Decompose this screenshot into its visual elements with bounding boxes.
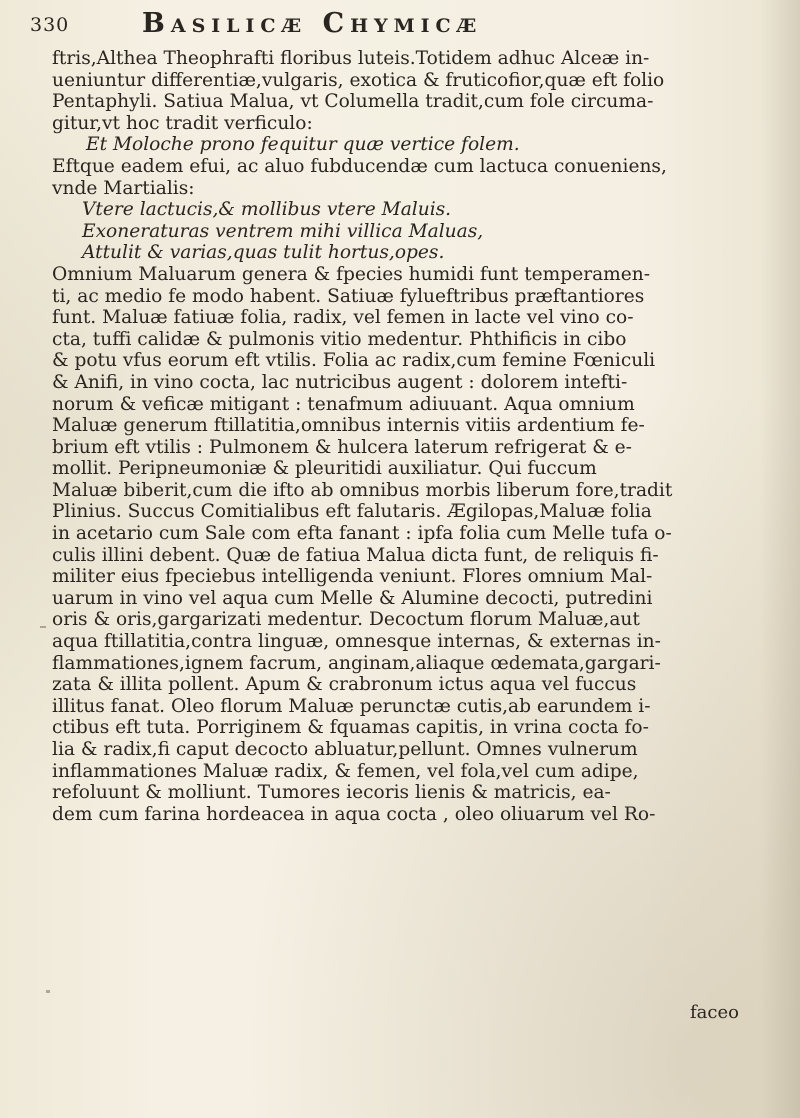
text-line: illitus fanat. Oleo florum Maluæ perunctæ cutis,ab earundem i- (52, 695, 651, 717)
verse-line: Vtere lactucis,& mollibus vtere Maluis. (82, 199, 452, 221)
body-text (52, 48, 754, 825)
text-line: mollit. Peripneumoniæ & pleuritidi auxiliatur. Qui fuccum (52, 458, 597, 480)
margin-mark (46, 990, 50, 993)
text-line: aqua ftillatitia,contra linguæ, omnesque internas, & externas in- (52, 631, 661, 653)
text-line: in acetario cum Sale com efta fanant : ipfa folia cum Melle tufa o- (52, 523, 672, 545)
text-line: Maluæ generum ftillatitia,omnibus internis vitiis ardentium fe- (52, 415, 645, 437)
text-line: ueniuntur differentiæ,vulgaris, exotica & fruticofior,quæ eft folio (52, 69, 665, 91)
text-line: Plinius. Succus Comitialibus eft falutaris. Ægilopas,Maluæ folia (52, 501, 652, 523)
verse-line: Attulit & varias,quas tulit hortus,opes. (82, 242, 445, 264)
text-line: ctibus eft tuta. Porriginem & fquamas capitis, in vrina cocta fo- (52, 717, 649, 739)
text-line: uarum in vino vel aqua cum Melle & Alumine decocti, putredini (52, 587, 653, 609)
verse-line: Exoneraturas ventrem mihi villica Maluas, (82, 220, 484, 242)
text-line: Maluæ biberit,cum die ifto ab omnibus morbis liberum fore,tradit (52, 479, 673, 501)
text-line: & potu vfus eorum eft vtilis. Folia ac radix,cum femine Fœniculi (52, 350, 656, 372)
page-number: 330 (30, 14, 70, 36)
page-header (30, 8, 770, 42)
text-line: oris & oris,gargarizati medentur. Decoctum florum Maluæ,aut (52, 609, 640, 631)
text-line: zata & illita pollent. Apum & crabronum ictus aqua vel fuccus (52, 674, 637, 696)
text-line: dem cum farina hordeacea in aqua cocta , oleo oliuarum vel Ro- (52, 803, 656, 825)
running-title: Basilicæ Chymicæ (142, 8, 483, 39)
text-line: norum & veficæ mitigant : tenafmum adiuuant. Aqua omnium (52, 393, 635, 415)
text-line: Pentaphyli. Satiua Malua, vt Columella tradit,cum fole circuma- (52, 91, 654, 113)
text-line: ti, ac medio fe modo habent. Satiuæ fylueftribus præftantiores (52, 285, 645, 307)
text-line: vnde Martialis: (52, 177, 195, 199)
text-line: funt. Maluæ fatiuæ folia, radix, vel femen in lacte vel vino co- (52, 307, 634, 329)
text-line: gitur,vt hoc tradit verficulo: (52, 112, 313, 134)
text-line: refoluunt & molliunt. Tumores iecoris lienis & matricis, ea- (52, 782, 611, 804)
text-line: culis illini debent. Quæ de fatiua Malua dicta funt, de reliquis fi- (52, 544, 659, 566)
margin-mark (40, 626, 46, 628)
text-line: & Anifi, in vino cocta, lac nutricibus augent : dolorem intefti- (52, 371, 628, 393)
text-line: cta, tuffi calidæ & pulmonis vitio medentur. Phthificis in cibo (52, 328, 627, 350)
text-line: militer eius fpeciebus intelligenda veniunt. Flores omnium Mal- (52, 566, 653, 588)
text-line: inflammationes Maluæ radix, & femen, vel fola,vel cum adipe, (52, 760, 639, 782)
text-line: brium eft vtilis : Pulmonem & hulcera laterum refrigerat & e- (52, 436, 632, 458)
text-line: flammationes,ignem facrum, anginam,aliaque œdemata,gargari- (52, 652, 661, 674)
text-line: Omnium Maluarum genera & fpecies humidi funt temperamen- (52, 263, 651, 285)
catchword: faceo (690, 1002, 739, 1023)
text-line: Eftque eadem efui, ac aluo fubducendæ cum lactuca conueniens, (52, 155, 667, 177)
text-line: lia & radix,fi caput decocto abluatur,pellunt. Omnes vulnerum (52, 739, 638, 760)
text-line: ftris,Althea Theophrafti floribus luteis.Totidem adhuc Alceæ in- (52, 48, 650, 69)
verse-line: Et Moloche prono fequitur quæ vertice folem. (86, 134, 520, 156)
page-fold-shadow (760, 0, 800, 1118)
